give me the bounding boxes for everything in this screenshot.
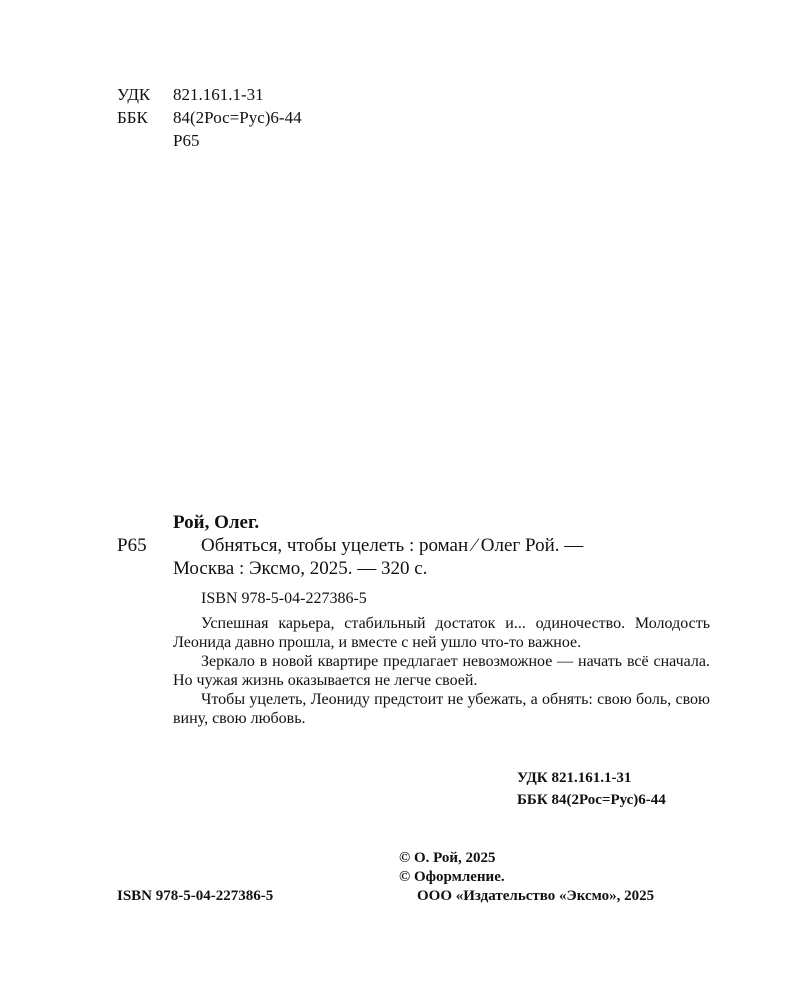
udk-label: УДК bbox=[117, 85, 151, 104]
title-line-2: Москва : Эксмо, 2025. — 320 с. bbox=[173, 558, 428, 579]
udk-code-bottom: УДК 821.161.1-31 bbox=[517, 770, 632, 786]
cutter-number: Р65 bbox=[117, 535, 147, 556]
annotation bbox=[173, 614, 710, 728]
annotation-paragraph: Успешная карьера, стабильный достаток и... одиночество. Молодость Леонида давно прошла, и вместе с ней ушло что-то важное. bbox=[173, 615, 710, 651]
title-line-1: Обняться, чтобы уцелеть : роман ⁄ Олег Рой. — bbox=[201, 535, 584, 556]
isbn-bottom: ISBN 978-5-04-227386-5 bbox=[117, 888, 274, 904]
copyright-publisher: ООО «Издательство «Эксмо», 2025 bbox=[417, 888, 655, 904]
cutter-number-top: Р65 bbox=[173, 131, 200, 150]
bbk-label: ББК bbox=[117, 108, 148, 127]
author-heading: Рой, Олег. bbox=[173, 512, 260, 533]
udk-value: 821.161.1-31 bbox=[173, 85, 264, 104]
bbk-code-bottom: ББК 84(2Рос=Рус)6-44 bbox=[517, 792, 666, 808]
copyright-design: © Оформление. bbox=[399, 869, 505, 885]
bbk-value: 84(2Рос=Рус)6-44 bbox=[173, 108, 302, 127]
copyright-author: © О. Рой, 2025 bbox=[399, 850, 496, 866]
isbn-record: ISBN 978-5-04-227386-5 bbox=[201, 590, 367, 607]
annotation-paragraph: Зеркало в новой квартире предлагает невозможное — начать всё сначала. Но чужая жизнь оказывается не легче своей. bbox=[173, 653, 710, 689]
annotation-paragraph: Чтобы уцелеть, Леониду предстоит не убежать, а обнять: свою боль, свою вину, свою любовь. bbox=[173, 691, 710, 727]
